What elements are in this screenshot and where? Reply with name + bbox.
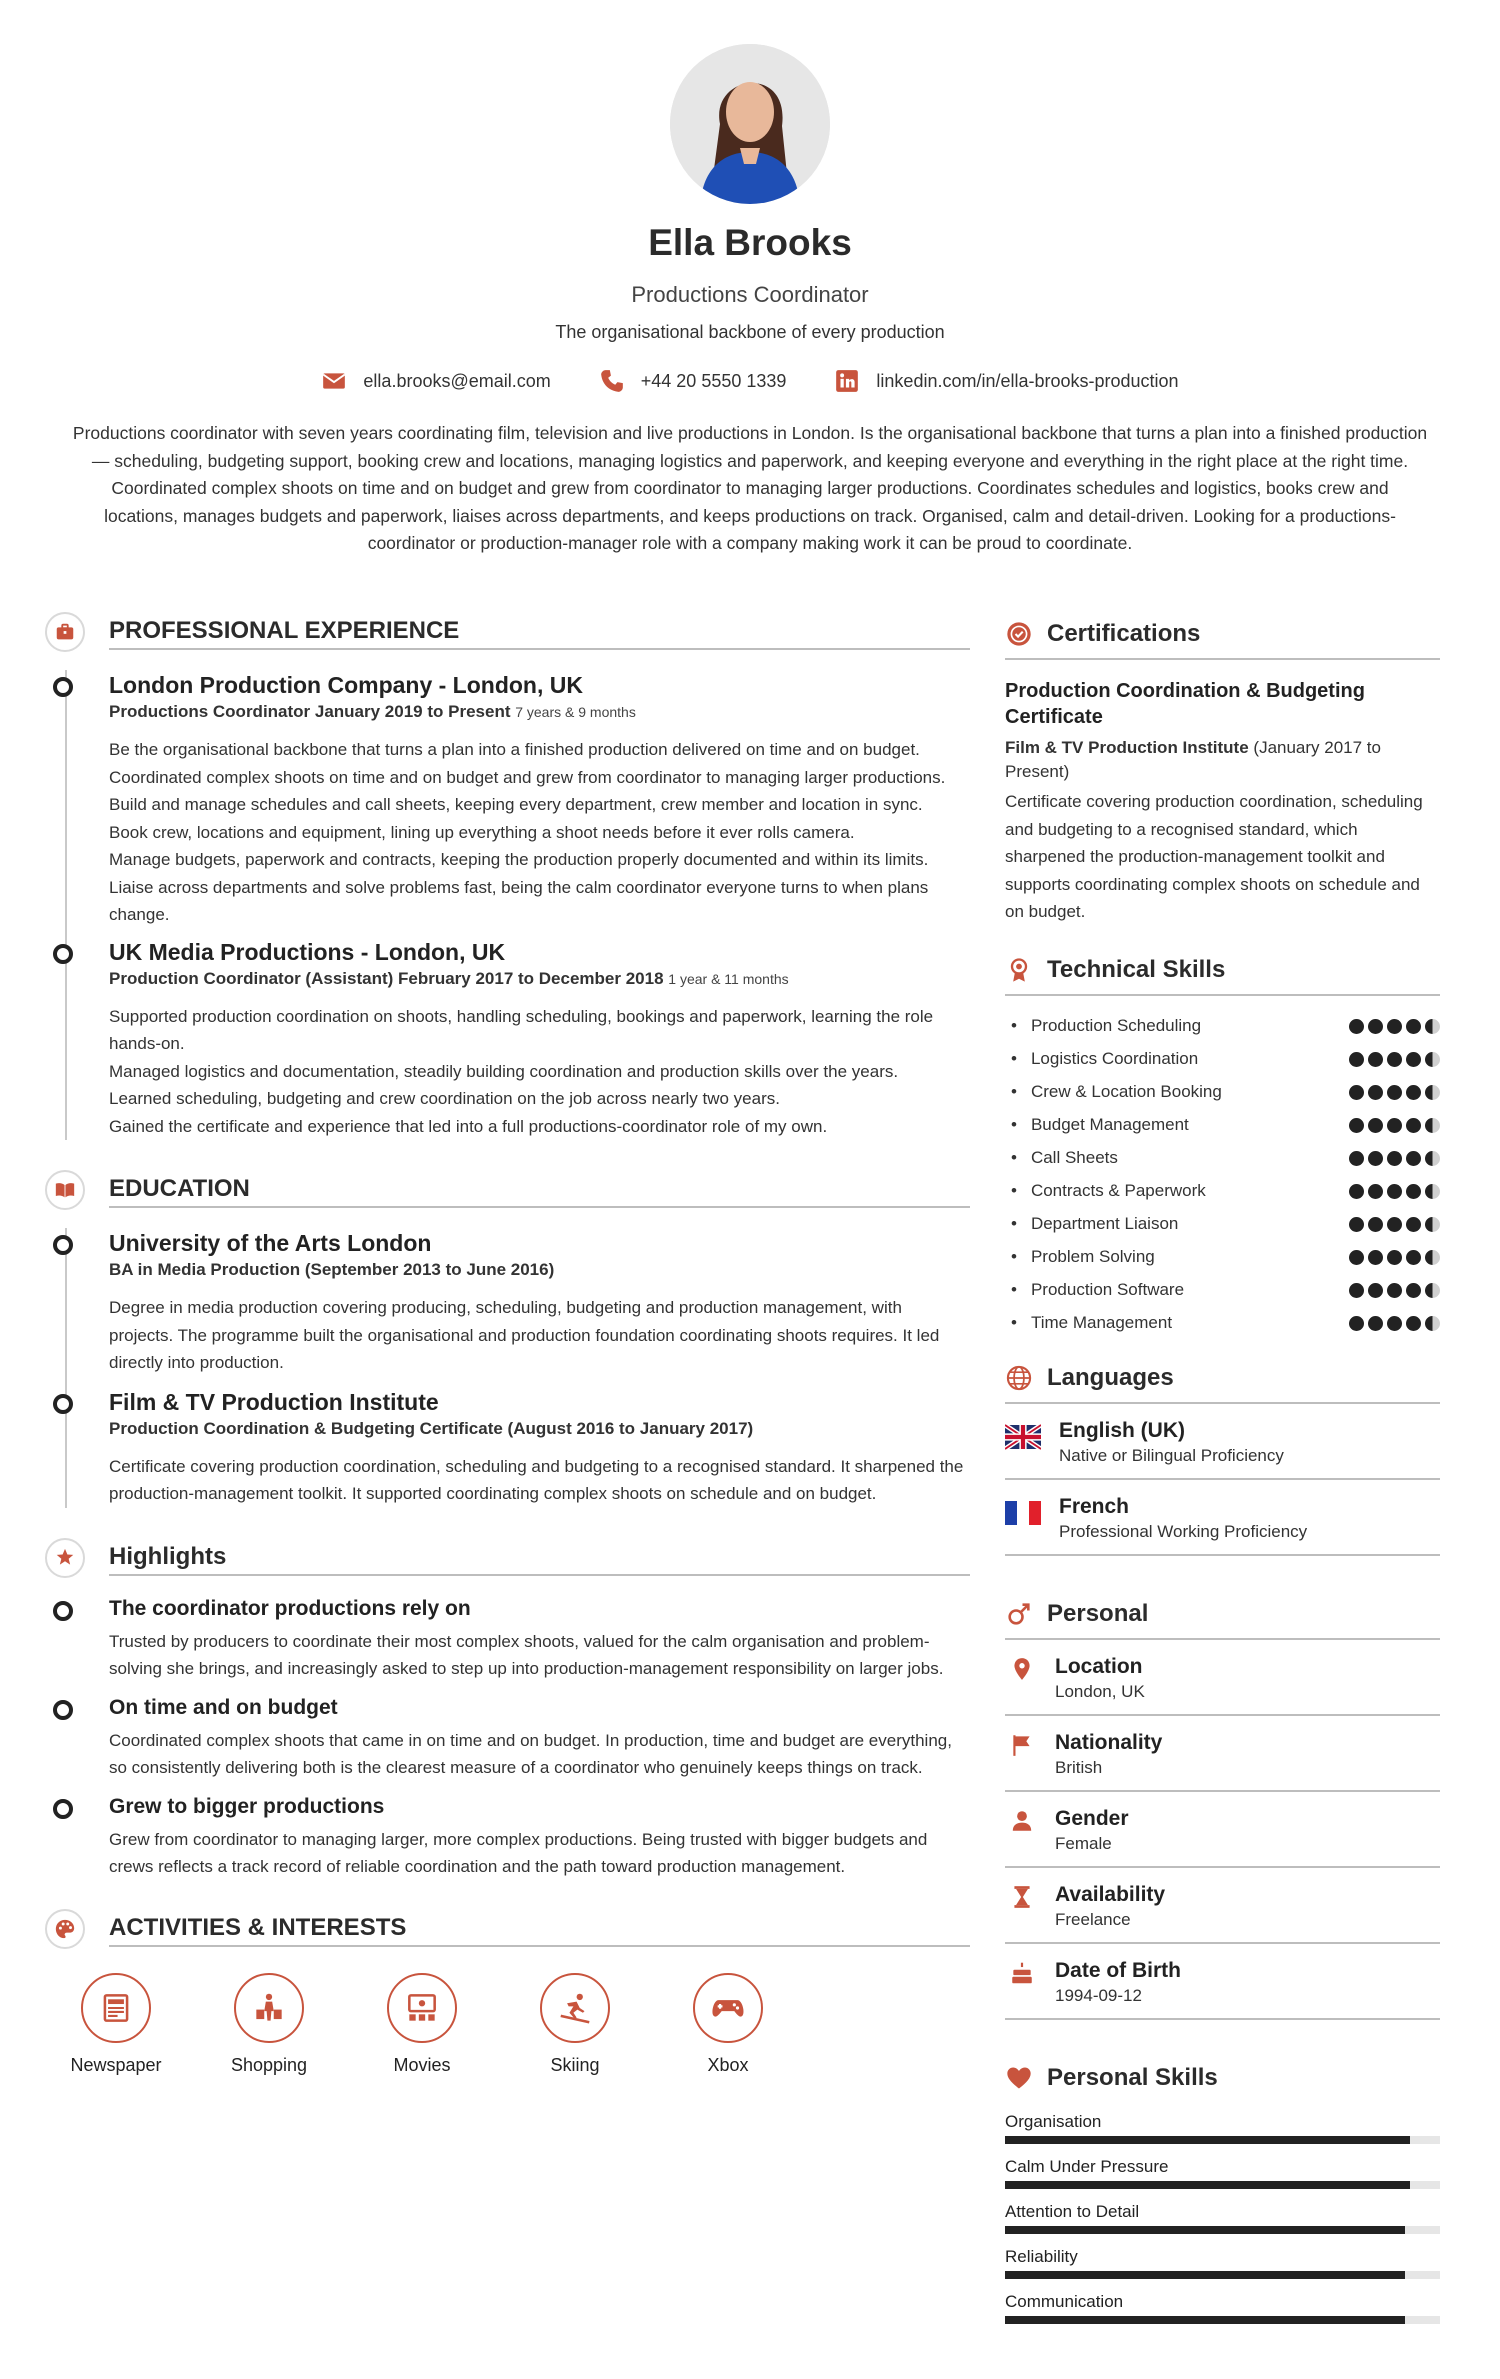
technical-skill-item	[1005, 1241, 1440, 1274]
rating-dot	[1406, 1085, 1421, 1100]
rating-dot	[1349, 1283, 1364, 1298]
skill-bar-track	[1005, 2226, 1440, 2234]
personal-title: Personal	[1047, 1599, 1149, 1627]
globe-icon	[1005, 1364, 1033, 1392]
left-column	[45, 612, 970, 2123]
technical-skill-item	[1005, 1175, 1440, 1208]
skill-rating	[1349, 1217, 1440, 1232]
personal-value: 1994-09-12	[1055, 1985, 1142, 2005]
experience-title: PROFESSIONAL EXPERIENCE	[109, 617, 460, 644]
activity-item	[510, 1973, 640, 2076]
rating-dot	[1387, 1217, 1402, 1232]
highlight-desc: Grew from coordinator to managing larger, more complex productions. Being trusted with bigger budgets and crews reflects a track record of reliable coordination and the path toward production management.	[109, 1829, 928, 1876]
skill-name: • Department Liaison	[1005, 1214, 1178, 1234]
linkedin-icon	[834, 368, 860, 394]
rating-dot	[1406, 1217, 1421, 1232]
highlight-entry	[109, 1594, 970, 1683]
skill-bar-track	[1005, 2271, 1440, 2279]
rating-dot	[1406, 1118, 1421, 1133]
activities-list	[45, 1973, 970, 2123]
rating-dot	[1349, 1184, 1364, 1199]
technical-skill-item	[1005, 1076, 1440, 1109]
rating-dot	[1349, 1217, 1364, 1232]
timeline-dot	[53, 1700, 73, 1720]
job-title: Productions Coordinator January 2019 to Present	[109, 702, 511, 721]
section-rule	[1005, 658, 1440, 660]
experience-timeline	[45, 670, 970, 1140]
newspaper-icon	[97, 1989, 135, 2027]
section-rule	[109, 648, 970, 650]
book-icon	[45, 1170, 85, 1210]
heart-icon	[1005, 2064, 1033, 2092]
personal-skill-name: Attention to Detail	[1005, 2201, 1140, 2221]
certificate-badge-icon	[1005, 620, 1033, 648]
rating-dot	[1349, 1316, 1364, 1331]
rating-dot	[1406, 1184, 1421, 1199]
skill-name: • Logistics Coordination	[1005, 1049, 1198, 1069]
skill-name: • Budget Management	[1005, 1115, 1189, 1135]
rating-dot	[1349, 1118, 1364, 1133]
rating-dot	[1349, 1019, 1364, 1034]
technical-skills-title: Technical Skills	[1047, 955, 1226, 983]
education-title: EDUCATION	[109, 1175, 250, 1202]
skill-bar-track	[1005, 2316, 1440, 2324]
personal-header	[1005, 1592, 1440, 1636]
technical-skill-item	[1005, 1208, 1440, 1241]
personal-skill-item	[1005, 2290, 1440, 2335]
experience-header	[45, 612, 970, 656]
rating-dot	[1368, 1250, 1383, 1265]
rating-dot	[1406, 1316, 1421, 1331]
job-entry	[109, 670, 970, 929]
cert-issuer	[1005, 736, 1440, 784]
education-entry	[109, 1228, 970, 1377]
contact-linkedin[interactable]	[834, 368, 1178, 394]
job-title: Production Coordinator (Assistant) February 2017 to December 2018	[109, 968, 664, 988]
skill-bar-fill	[1005, 2271, 1405, 2279]
technical-skill-item	[1005, 1010, 1440, 1043]
personal-skill-name: Calm Under Pressure	[1005, 2156, 1169, 2176]
timeline-dot	[53, 944, 73, 964]
job-bullet: Liaise across departments and solve problems fast, being the calm coordinator everyone turns to when plans change.	[109, 877, 929, 924]
personal-item	[1005, 1868, 1440, 1944]
personal-item	[1005, 1640, 1440, 1716]
job-duration: 7 years & 9 months	[515, 704, 636, 720]
rating-dot	[1425, 1250, 1440, 1265]
rating-dot	[1387, 1316, 1402, 1331]
skill-rating	[1349, 1283, 1440, 1298]
technical-skill-item	[1005, 1274, 1440, 1307]
personal-label: Gender	[1055, 1806, 1129, 1830]
rating-dot	[1368, 1052, 1383, 1067]
tagline: The organisational backbone of every production	[555, 322, 945, 342]
job-org: UK Media Productions - London, UK	[109, 938, 506, 965]
highlight-entry	[109, 1693, 970, 1782]
language-name: English (UK)	[1059, 1418, 1185, 1442]
award-ribbon-icon	[1005, 956, 1033, 984]
personal-label: Availability	[1055, 1882, 1166, 1906]
hourglass-icon	[1009, 1884, 1035, 1910]
timeline-dot	[53, 1799, 73, 1819]
contact-email[interactable]	[321, 368, 550, 394]
timeline-dot	[53, 1235, 73, 1255]
contact-bar	[0, 368, 1500, 394]
skiing-icon	[556, 1989, 594, 2027]
palette-icon	[45, 1909, 85, 1949]
skill-name: • Problem Solving	[1005, 1247, 1155, 1267]
technical-skills-header	[1005, 948, 1440, 992]
rating-dot	[1349, 1250, 1364, 1265]
job-org: London Production Company - London, UK	[109, 672, 583, 698]
activity-item	[204, 1973, 334, 2076]
job-bullets	[109, 1003, 970, 1141]
phone-icon	[599, 368, 625, 394]
personal-item	[1005, 1716, 1440, 1792]
timeline-rail	[65, 670, 67, 1140]
personal-skill-item	[1005, 2110, 1440, 2155]
language-item	[1005, 1404, 1440, 1480]
highlight-title: The coordinator productions rely on	[109, 1596, 471, 1620]
languages-header	[1005, 1356, 1440, 1400]
gender-symbol-icon	[1005, 1600, 1033, 1628]
personal-skill-name: Communication	[1005, 2291, 1124, 2311]
technical-skill-item	[1005, 1142, 1440, 1175]
school-name: Film & TV Production Institute	[109, 1388, 439, 1415]
section-rule	[1005, 994, 1440, 996]
phone-text[interactable]: +44 20 5550 1339	[640, 370, 787, 391]
rating-dot	[1425, 1283, 1440, 1298]
technical-skill-item	[1005, 1307, 1440, 1340]
rating-dot	[1387, 1052, 1402, 1067]
skill-name: • Time Management	[1005, 1313, 1172, 1333]
candidate-name: Ella Brooks	[648, 222, 852, 263]
language-item	[1005, 1480, 1440, 1556]
job-bullets	[109, 736, 970, 929]
degree: Production Coordination & Budgeting Certificate (August 2016 to January 2017)	[109, 1418, 754, 1438]
rating-dot	[1425, 1217, 1440, 1232]
job-duration: 1 year & 11 months	[668, 970, 789, 987]
technical-skills-list	[1005, 1010, 1440, 1340]
rating-dot	[1349, 1151, 1364, 1166]
highlight-title: On time and on budget	[109, 1695, 338, 1719]
france-flag-icon	[1005, 1500, 1041, 1526]
rating-dot	[1387, 1019, 1402, 1034]
timeline-dot	[53, 1394, 73, 1414]
cert-desc: Certificate covering production coordination, scheduling and budgeting to a recognised standard, which sharpened the production-management toolkit and supports coordinating complex shoots on schedule and on budget.	[1005, 792, 1423, 921]
linkedin-text[interactable]: linkedin.com/in/ella-brooks-production	[876, 370, 1179, 391]
rating-dot	[1406, 1052, 1421, 1067]
skill-bar-fill	[1005, 2226, 1405, 2234]
avatar	[670, 44, 830, 204]
person-icon	[1009, 1808, 1035, 1834]
activity-label: Xbox	[707, 2054, 749, 2075]
rating-dot	[1368, 1283, 1383, 1298]
briefcase-icon	[45, 612, 85, 652]
personal-skill-name: Reliability	[1005, 2246, 1078, 2266]
activity-item	[663, 1973, 793, 2076]
skill-bar-track	[1005, 2136, 1440, 2144]
skill-name: • Crew & Location Booking	[1005, 1082, 1222, 1102]
personal-skills-list	[1005, 2110, 1440, 2335]
school-name: University of the Arts London	[109, 1230, 432, 1256]
personal-skill-item	[1005, 2200, 1440, 2245]
job-bullet: Supported production coordination on shoots, handling scheduling, bookings and paperwork, learning the role hands-on.	[109, 1006, 934, 1053]
gamepad-icon	[709, 1989, 747, 2027]
rating-dot	[1425, 1316, 1440, 1331]
email-text[interactable]: ella.brooks@email.com	[363, 370, 551, 391]
education-desc: Certificate covering production coordination, scheduling and budgeting to a recognised standard. It sharpened the production-management toolkit. It supported coordinating complex shoots on schedule and on budget.	[109, 1456, 964, 1503]
flag-icon	[1009, 1732, 1035, 1758]
personal-skills-header	[1005, 2056, 1440, 2100]
certifications-title: Certifications	[1047, 620, 1201, 647]
highlights-header	[45, 1538, 970, 1582]
summary: Productions coordinator with seven years coordinating film, television and live productions in London. Is the organisational backbone that turns a plan into a finished production — scheduling, budgeting support, booking crew and locations, managing logistics and paperwork, and keeping everyone and everything in the right place at the right time. Coordinated complex shoots on time and on budget and grew from coordinator to managing larger productions. Coordinates schedules and logistics, books crew and locations, manages budgets and paperwork, liaises across departments, and keeps productions on track. Organised, calm and detail-driven. Looking for a productions-coordinator or production-manager role with a company making work it can be proud to coordinate.	[72, 423, 1428, 553]
personal-value: London, UK	[1055, 1681, 1145, 1701]
rating-dot	[1406, 1019, 1421, 1034]
candidate-role: Productions Coordinator	[631, 282, 869, 307]
highlight-desc: Trusted by producers to coordinate their most complex shoots, valued for the calm organisation and problem-solving she brings, and increasingly asked to step up into production-management responsibility on larger jobs.	[109, 1631, 944, 1678]
skill-rating	[1349, 1184, 1440, 1199]
skill-rating	[1349, 1151, 1440, 1166]
highlights-timeline	[45, 1594, 970, 1881]
personal-skill-item	[1005, 2155, 1440, 2200]
job-bullet: Gained the certificate and experience that led into a full productions-coordinator role of my own.	[109, 1116, 828, 1136]
technical-skill-item	[1005, 1109, 1440, 1142]
rating-dot	[1387, 1184, 1402, 1199]
personal-label: Location	[1055, 1654, 1143, 1678]
cake-icon	[1009, 1960, 1035, 1986]
technical-skill-item	[1005, 1043, 1440, 1076]
rating-dot	[1368, 1019, 1383, 1034]
rating-dot	[1387, 1151, 1402, 1166]
job-bullet: Learned scheduling, budgeting and crew coordination on the job across nearly two years.	[109, 1089, 780, 1108]
section-rule	[109, 1945, 970, 1947]
rating-dot	[1406, 1283, 1421, 1298]
language-name: French	[1059, 1494, 1130, 1518]
skill-name: • Contracts & Paperwork	[1005, 1181, 1206, 1201]
skill-bar-fill	[1005, 2136, 1410, 2144]
education-desc: Degree in media production covering producing, scheduling, budgeting and production management, with projects. The programme built the organisational and production foundation coordinating shoots requires. It led directly into production.	[109, 1298, 940, 1372]
job-bullet: Book crew, locations and equipment, lining up everything a shoot needs before it ever rolls camera.	[109, 822, 855, 842]
education-entry	[109, 1387, 970, 1508]
highlight-title: Grew to bigger productions	[109, 1794, 385, 1818]
cert-issuer-name: Film & TV Production Institute	[1005, 738, 1249, 757]
shopping-icon	[250, 1989, 288, 2027]
cert-dates: (January 2017 to Present)	[1005, 738, 1381, 781]
rating-dot	[1425, 1118, 1440, 1133]
timeline-dot	[53, 677, 73, 697]
activities-header	[45, 1909, 970, 1953]
job-position	[109, 700, 970, 724]
skill-rating	[1349, 1085, 1440, 1100]
star-hand-icon	[45, 1538, 85, 1578]
rating-dot	[1387, 1283, 1402, 1298]
highlight-entry	[109, 1792, 970, 1881]
personal-item	[1005, 1792, 1440, 1868]
personal-value: Female	[1055, 1833, 1112, 1853]
education-timeline	[45, 1228, 970, 1508]
personal-label: Date of Birth	[1055, 1958, 1181, 1982]
rating-dot	[1425, 1085, 1440, 1100]
personal-value: British	[1055, 1757, 1103, 1777]
rating-dot	[1387, 1085, 1402, 1100]
skill-bar-fill	[1005, 2316, 1405, 2324]
location-pin-icon	[1009, 1656, 1035, 1682]
skill-rating	[1349, 1118, 1440, 1133]
rating-dot	[1425, 1019, 1440, 1034]
rating-dot	[1349, 1085, 1364, 1100]
personal-item	[1005, 1944, 1440, 2020]
activity-label: Movies	[393, 2054, 451, 2075]
certifications-header	[1005, 612, 1440, 656]
cert-name: Production Coordination & Budgeting Certificate	[1005, 680, 1365, 728]
rating-dot	[1349, 1052, 1364, 1067]
rating-dot	[1425, 1184, 1440, 1199]
activity-label: Newspaper	[70, 2054, 162, 2075]
job-bullet: Coordinated complex shoots on time and on budget and grew from coordinator to managing larger productions.	[109, 767, 946, 787]
personal-skills-title: Personal Skills	[1047, 2063, 1218, 2091]
activity-label: Shopping	[230, 2054, 308, 2075]
timeline-dot	[53, 1601, 73, 1621]
degree: BA in Media Production (September 2013 to June 2016)	[109, 1260, 555, 1279]
rating-dot	[1387, 1250, 1402, 1265]
highlight-desc: Coordinated complex shoots that came in on time and on budget. In production, time and budget are everything, so consistently delivering both is the clearest measure of a coordinator who genuinely keeps things on track.	[109, 1730, 952, 1777]
education-header	[45, 1170, 970, 1214]
personal-value: Freelance	[1055, 1909, 1131, 1929]
job-bullet: Manage budgets, paperwork and contracts, keeping the production properly documented and within its limits.	[109, 850, 929, 869]
rating-dot	[1368, 1316, 1383, 1331]
languages-title: Languages	[1047, 1363, 1174, 1391]
rating-dot	[1425, 1151, 1440, 1166]
personal-label: Nationality	[1055, 1730, 1163, 1754]
section-rule	[109, 1574, 970, 1576]
personal-skill-item	[1005, 2245, 1440, 2290]
skill-bar-track	[1005, 2181, 1440, 2189]
skill-rating	[1349, 1019, 1440, 1034]
rating-dot	[1368, 1217, 1383, 1232]
contact-phone[interactable]	[599, 368, 787, 394]
skill-name: • Production Scheduling	[1005, 1016, 1201, 1036]
skill-name: • Production Software	[1005, 1280, 1184, 1300]
job-bullet: Be the organisational backbone that turns a plan into a finished production delivered on time and on budget.	[109, 740, 920, 759]
right-column	[1005, 612, 1440, 2335]
rating-dot	[1425, 1052, 1440, 1067]
activity-item	[357, 1973, 487, 2076]
section-rule	[109, 1206, 970, 1208]
job-position	[109, 967, 970, 991]
language-level: Professional Working Proficiency	[1059, 1521, 1308, 1541]
skill-name: • Call Sheets	[1005, 1148, 1118, 1168]
rating-dot	[1368, 1118, 1383, 1133]
skill-bar-fill	[1005, 2181, 1410, 2189]
activity-label: Skiing	[550, 2054, 600, 2075]
job-entry	[109, 937, 970, 1141]
language-level: Native or Bilingual Proficiency	[1059, 1445, 1284, 1465]
job-bullet: Build and manage schedules and call sheets, keeping every department, crew member and location in sync.	[109, 795, 923, 814]
rating-dot	[1406, 1250, 1421, 1265]
job-bullet: Managed logistics and documentation, steadily building coordination and production skills over the years.	[109, 1061, 899, 1081]
skill-rating	[1349, 1052, 1440, 1067]
personal-skill-name: Organisation	[1005, 2111, 1102, 2131]
activity-item	[51, 1973, 181, 2076]
rating-dot	[1387, 1118, 1402, 1133]
email-icon	[321, 368, 347, 394]
rating-dot	[1406, 1151, 1421, 1166]
timeline-rail	[65, 1228, 67, 1508]
skill-rating	[1349, 1250, 1440, 1265]
movies-icon	[403, 1989, 441, 2027]
rating-dot	[1368, 1085, 1383, 1100]
uk-flag-icon	[1005, 1424, 1041, 1450]
highlights-title: Highlights	[109, 1542, 227, 1570]
rating-dot	[1368, 1151, 1383, 1166]
skill-rating	[1349, 1316, 1440, 1331]
activities-title: ACTIVITIES & INTERESTS	[109, 1913, 407, 1941]
rating-dot	[1368, 1184, 1383, 1199]
